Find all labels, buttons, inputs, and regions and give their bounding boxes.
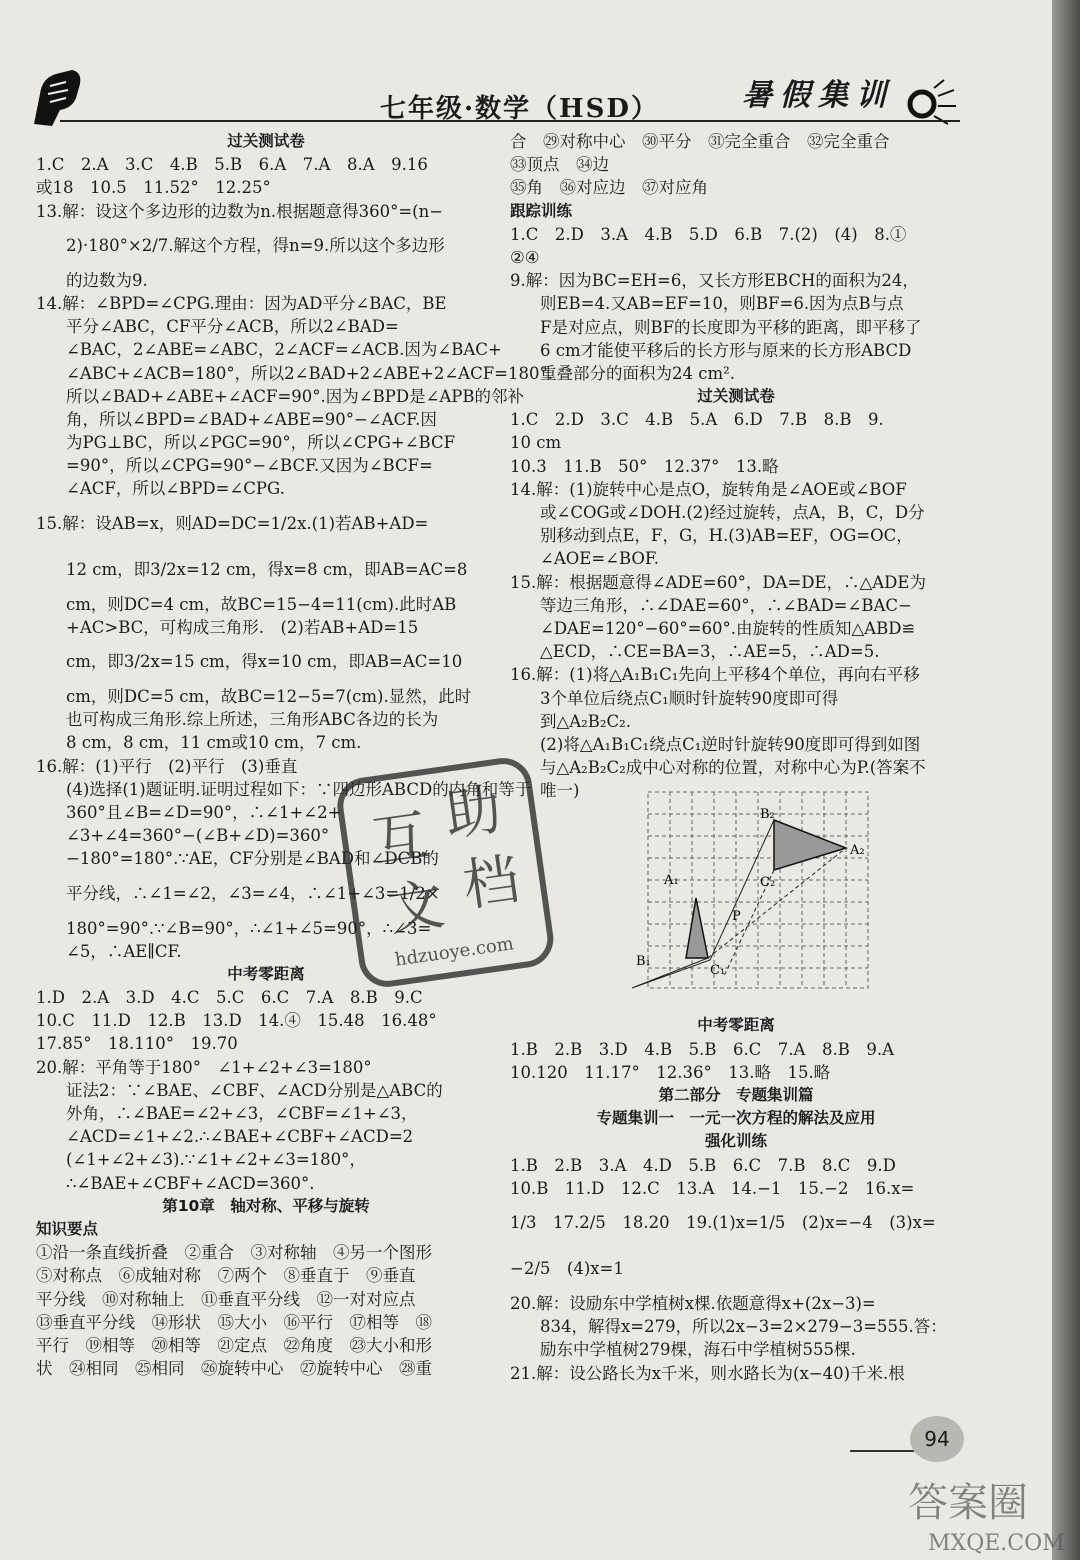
label-c1: C₁ <box>710 963 726 978</box>
answer-line: 834，解得x=279，所以2x−3=2×279−3=555.答： <box>540 1317 947 1337</box>
answer-line: 外角，∴∠BAE=∠2+∠3，∠CBF=∠1+∠3， <box>66 1104 418 1123</box>
answer-line: 9.解：因为BC=EH=6，又长方形EBCH的面积为24， <box>510 271 919 291</box>
answer-line: 也可构成三角形.综上所述，三角形ABC各边的长为 <box>66 710 439 730</box>
answer-line: 平分∠ABC，CF平分∠ACB，所以2∠BAD= <box>66 317 399 337</box>
answer-line: 12 cm，即3/2x=12 cm，得x=8 cm，即AB=AC=8 <box>66 559 468 579</box>
answer-line: 8 cm，8 cm，11 cm或10 cm，7 cm. <box>66 733 362 753</box>
answer-line: 16.解：(1)平行 (2)平行 (3)垂直 <box>36 756 298 776</box>
stamp-char: 文 <box>383 871 449 944</box>
answer-line: 10.3 11.B 50° 12.37° 13.略 <box>510 456 779 476</box>
answer-line: ∠BAC，2∠ABE=∠ABC，2∠ACF=∠ACB.因为∠BAC+ <box>66 340 502 360</box>
answer-line: 14.解：∠BPD=∠CPG.理由：因为AD平分∠BAC，BE <box>36 293 447 313</box>
answer-line: 2)·180°×2/7.解这个方程，得n=9.所以这个多边形 <box>66 235 445 255</box>
answer-line: 证法2：∵∠BAE、∠CBF、∠ACD分别是△ABC的 <box>66 1080 443 1100</box>
brand-title: 暑假集训 <box>742 78 894 113</box>
answer-line: 状 ㉔相同 ㉕相同 ㉖旋转中心 ㉗旋转中心 ㉘重 <box>36 1359 432 1379</box>
answer-line: ∠AOE=∠BOF. <box>540 549 660 569</box>
answer-line: ∠DAE=120°−60°=60°.由旋转的性质知△ABD≌ <box>540 618 916 638</box>
answer-line: 或18 10.5 11.52° 12.25° <box>36 178 271 198</box>
label-b1: B₁ <box>636 954 651 969</box>
answer-line: ∠ACF，所以∠BPD=∠CPG. <box>66 479 285 499</box>
answer-line: 所以∠BAD+∠ABE+∠ACF=90°.因为∠BPD是∠APB的邻补 <box>66 386 525 406</box>
answer-line: (2)将△A₁B₁C₁绕点C₁逆时针旋转90度即可得到如图 <box>540 734 921 754</box>
rotation-guide-line <box>632 820 774 988</box>
watermark-text: 答案圈 <box>908 1480 1028 1526</box>
answer-line: 与△A₂B₂C₂成中心对称的位置，对称中心为P.(答案不 <box>540 758 926 778</box>
answer-line: ∠ACD=∠1+∠2.∴∠BAE+∠CBF+∠ACD=2 <box>66 1127 414 1147</box>
answer-line: ∴∠BAE+∠CBF+∠ACD=360°. <box>66 1173 315 1193</box>
chapter-heading: 第10章 轴对称、平移与旋转 <box>162 1196 370 1215</box>
answer-line: 角，所以∠BPD=∠BAD+∠ABE=90°−∠ACF.因 <box>66 409 437 429</box>
stamp-char: 助 <box>441 776 506 850</box>
answer-line: ㉝顶点 ㉞边 <box>510 155 609 175</box>
answer-line: 1.C 2.A 3.C 4.B 5.B 6.A 7.A 8.A 9.16 <box>36 155 428 175</box>
answer-line: cm，即3/2x=15 cm，得x=10 cm，即AB=AC=10 <box>66 652 463 671</box>
answer-line: ⑤对称点 ⑥成轴对称 ⑦两个 ⑧垂直于 ⑨垂直 <box>36 1266 416 1286</box>
answer-line: ㉟角 ㊱对应边 ㊲对应角 <box>510 178 708 198</box>
answer-line: ∠3+∠4=360°−(∠B+∠D)=360° <box>66 826 330 846</box>
answer-line: 21.解：设公路长为x千米，则水路长为(x−40)千米.根 <box>510 1363 905 1383</box>
answer-line: 360°且∠B=∠D=90°，∴∠1+∠2+ <box>66 802 342 822</box>
answer-line: 励东中学植树279棵，海石中学植树555棵. <box>540 1340 856 1360</box>
answer-line: 1.B 2.B 3.A 4.D 5.B 6.C 7.B 8.C 9.D <box>510 1155 896 1175</box>
section-heading: 过关测试卷 <box>227 132 305 150</box>
answer-line: ∠5，∴AE∥CF. <box>66 941 182 961</box>
answer-line: 为PG⊥BC，所以∠PGC=90°，所以∠CPG+∠BCF <box>66 433 456 453</box>
answer-line: 1.C 2.D 3.C 4.B 5.A 6.D 7.B 8.B 9. <box>510 410 884 430</box>
section-heading: 中考零距离 <box>227 964 305 983</box>
subsection-heading: 知识要点 <box>36 1219 99 1238</box>
answer-line: 1/3 17.2/5 18.20 19.(1)x=1/5 (2)x=−4 (3)x= <box>510 1212 936 1232</box>
answer-line: (∠1+∠2+∠3).∵∠1+∠2+∠3=180°， <box>66 1150 366 1170</box>
answer-line: ⑬垂直平分线 ⑭形状 ⑮大小 ⑯平行 ⑰相等 ⑱ <box>36 1312 432 1332</box>
triangle-a2b2c2 <box>774 820 846 870</box>
answer-line: 15.解：根据题意得∠ADE=60°，DA=DE，∴△ADE为 <box>510 572 926 592</box>
answer-line: 等边三角形，∴∠DAE=60°，∴∠BAD=∠BAC− <box>540 595 912 615</box>
answer-line: 10 cm <box>510 433 562 453</box>
answer-line: 20.解：平角等于180° ∠1+∠2+∠3=180° <box>36 1057 372 1077</box>
label-a1: A₁ <box>664 873 679 888</box>
answer-line: 6 cm才能使平移后的长方形与原来的长方形ABCD <box>540 340 912 360</box>
answer-line: (4)选择(1)题证明.证明过程如下：∵四边形ABCD的内角和等于 <box>66 779 532 799</box>
answer-line: 平行 ⑲相等 ⑳相等 ㉑定点 ㉒角度 ㉓大小和形 <box>36 1335 432 1355</box>
subsection-heading: 跟踪训练 <box>510 201 573 220</box>
stamp-char: 互 <box>368 803 433 876</box>
answer-line: ②④ <box>510 247 540 267</box>
answer-line: 或∠COG或∠DOH.(2)经过旋转，点A，B，C，D分 <box>540 503 925 522</box>
corner-watermark <box>900 1470 1070 1558</box>
answer-line: 1.D 2.A 3.D 4.C 5.C 6.C 7.A 8.B 9.C <box>36 988 423 1008</box>
section-heading: 过关测试卷 <box>697 387 775 406</box>
answer-line: =90°，所以∠CPG=90°−∠BCF.又因为∠BCF= <box>66 456 433 476</box>
answer-line: cm，则DC=4 cm，故BC=15−4=11(cm).此时AB <box>66 594 457 614</box>
book-spine <box>1052 0 1080 1560</box>
answer-line: 合 ㉙对称中心 ㉚平分 ㉛完全重合 ㉜完全重合 <box>510 132 890 151</box>
answer-line: △ECD，∴CE=BA=3，∴AE=5，∴AD=5. <box>540 642 880 662</box>
answer-line: 的边数为9. <box>66 270 148 290</box>
answer-line: cm，则DC=5 cm，故BC=12−5=7(cm).显然，此时 <box>66 687 472 706</box>
label-a2: A₂ <box>850 843 865 858</box>
watermark-stamp <box>335 740 555 1000</box>
label-p: P <box>732 909 741 924</box>
answer-line: 15.解：设AB=x，则AD=DC=1/2x.(1)若AB+AD= <box>36 513 429 533</box>
header-rule <box>60 120 960 122</box>
answer-line: 则EB=4.又AB=EF=10，则BF=6.因为点B与点 <box>540 294 904 314</box>
page-title: 七年级·数学（HSD） <box>380 94 659 124</box>
part-heading: 第二部分 专题集训篇 <box>658 1086 814 1104</box>
answer-line: 到△A₂B₂C₂. <box>540 711 631 731</box>
section-heading: 中考零距离 <box>697 1016 775 1035</box>
answer-line: −180°=180°.∵AE，CF分别是∠BAD和∠DCB的 <box>66 849 439 869</box>
answer-line: 平分线，∴∠1=∠2，∠3=∠4，∴∠1+∠3=1/2× <box>66 883 440 903</box>
answer-line: 10.C 11.D 12.B 13.D 14.④ 15.48 16.48° <box>36 1011 437 1031</box>
answer-line: 平分线 ⑩对称轴上 ⑪垂直平分线 ⑫一对对应点 <box>36 1289 416 1309</box>
answer-line: 10.120 11.17° 12.36° 13.略 15.略 <box>510 1062 831 1082</box>
label-c2: C₂ <box>760 875 776 890</box>
label-b2: B₂ <box>760 807 775 822</box>
topic-heading: 专题集训一 一元一次方程的解法及应用 <box>596 1109 876 1128</box>
answer-line: 10.B 11.D 12.C 13.A 14.−1 15.−2 16.x= <box>510 1178 915 1198</box>
answer-line: 别移动到点E，F，G，H.(3)AB=EF，OG=OC， <box>540 526 913 546</box>
answer-line: 16.解：(1)将△A₁B₁C₁先向上平移4个单位，再向右平移 <box>510 665 920 685</box>
answer-line: −2/5 (4)x=1 <box>510 1258 624 1278</box>
page-number: 94 <box>910 1416 964 1462</box>
answer-line: F是对应点，则BF的长度即为平移的距离，即平移了 <box>540 317 922 337</box>
watermark-url: MXQE.COM <box>928 1531 1065 1556</box>
triangle-a1b1c1 <box>686 898 708 958</box>
right-column <box>510 130 962 1385</box>
answer-line: 20.解：设励东中学植树x棵.依题意得x+(2x−3)= <box>510 1293 876 1313</box>
answer-line: 3个单位后绕点C₁顺时针旋转90度即可得 <box>540 688 839 708</box>
answer-line: 重叠部分的面积为24 cm². <box>540 363 735 383</box>
answer-line: 180°=90°.∵∠B=90°，∴∠1+∠5=90°，∴∠3= <box>66 918 432 938</box>
answer-line: ∠ABC+∠ACB=180°，所以2∠BAD+2∠ABE+2∠ACF=180°. <box>66 363 553 383</box>
rotation-grid-figure <box>628 790 878 1002</box>
section-heading: 强化训练 <box>704 1132 767 1151</box>
answer-line: 1.C 2.D 3.A 4.B 5.D 6.B 7.(2) (4) 8.① <box>510 224 907 244</box>
answer-line: ①沿一条直线折叠 ②重合 ③对称轴 ④另一个图形 <box>36 1243 432 1263</box>
answer-line: 14.解：(1)旋转中心是点O，旋转角是∠AOE或∠BOF <box>510 479 907 499</box>
answer-line: 唯一) <box>540 781 580 801</box>
answer-line: 13.解：设这个多边形的边数为n.根据题意得360°=(n− <box>36 201 444 221</box>
stamp-url: hdzuoye.com <box>393 933 515 971</box>
page-number-rule <box>850 1450 914 1452</box>
grid-lines <box>648 792 868 988</box>
answer-line: 1.B 2.B 3.D 4.B 5.B 6.C 7.A 8.B 9.A <box>510 1039 894 1059</box>
sun-icon <box>900 78 958 126</box>
stamp-char: 档 <box>459 847 524 920</box>
answer-line: 17.85° 18.110° 19.70 <box>36 1034 238 1054</box>
answer-line: +AC>BC，可构成三角形. (2)若AB+AD=15 <box>66 617 419 637</box>
